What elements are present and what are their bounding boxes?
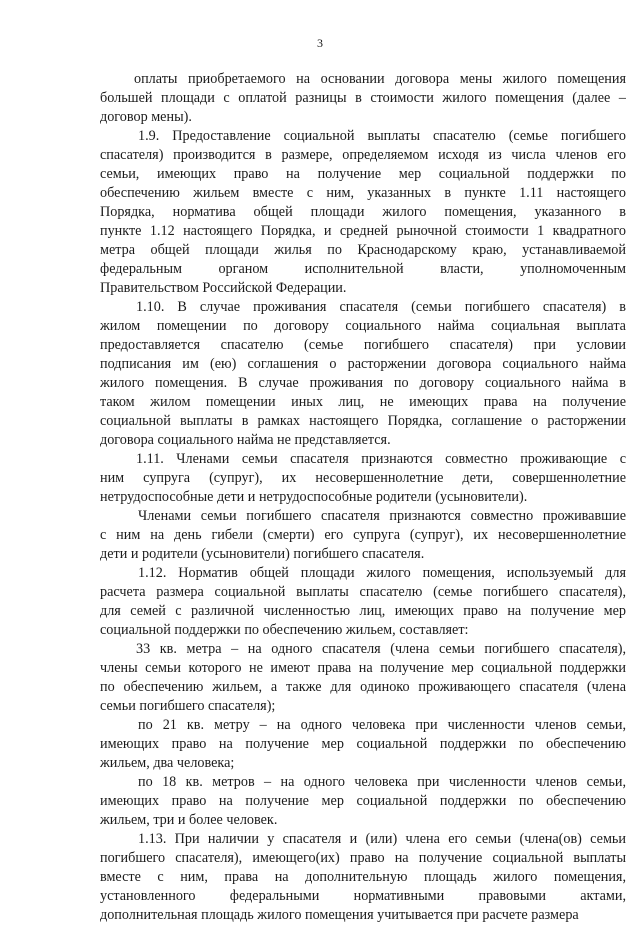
text-line: социальной выплаты в рамках настоящего Порядка, соглашение о расторжении — [100, 413, 626, 429]
text-line: таком жилом помещении иных лиц, не имеющих права на получение — [100, 394, 626, 410]
paragraph — [100, 564, 626, 640]
text-line: имеющих право на получение мер социальной поддержки по обеспечению — [100, 793, 626, 809]
text-line: жилом помещении по договору социального найма социальная выплата — [100, 318, 626, 334]
paragraph — [100, 450, 626, 507]
text-line: жильем, три и более человек. — [100, 812, 278, 828]
paragraph — [100, 830, 626, 925]
text-line: 33 кв. метра – на одного спасателя (члена семьи погибшего спасателя), — [136, 641, 626, 657]
text-line: семьи погибшего спасателя); — [100, 698, 276, 714]
text-line: с ним на день гибели (смерти) его супруга (супруг), их несовершеннолетние — [100, 527, 626, 543]
paragraph — [100, 70, 626, 127]
text-line: договора социального найма не представляется. — [100, 432, 391, 448]
paragraph — [100, 716, 626, 773]
text-line: 1.10. В случае проживания спасателя (семьи погибшего спасателя) в — [136, 299, 626, 315]
text-line: члены семьи которого не имеют права на получение мер социальной поддержки — [100, 660, 626, 676]
text-line: 1.11. Членами семьи спасателя признаются совместно проживающие с — [136, 451, 626, 467]
text-line: предоставляется спасателю (семье погибшего спасателя) при условии — [100, 337, 626, 353]
text-line: по обеспечению жильем, а также для одиноко проживающего спасателя (члена — [100, 679, 626, 695]
text-line: обеспечению жильем вместе с ним, указанных в пункте 1.11 настоящего — [100, 185, 626, 201]
text-line: дети и родители (усыновители) погибшего спасателя. — [100, 546, 425, 562]
text-line: 1.13. При наличии у спасателя и (или) члена его семьи (члена(ов) семьи — [138, 831, 626, 847]
paragraph — [100, 127, 626, 298]
text-line: Порядка, норматива общей площади жилого помещения, указанного в — [100, 204, 626, 220]
paragraph — [100, 298, 626, 450]
text-line: имеющих право на получение мер социальной поддержки по обеспечению — [100, 736, 626, 752]
paragraph — [100, 507, 626, 564]
text-line: жильем, два человека; — [100, 755, 235, 771]
text-line: спасателя) производится в размере, определяемом исходя из числа членов его — [100, 147, 626, 163]
text-line: по 21 кв. метру – на одного человека при численности членов семьи, — [138, 717, 626, 733]
text-line: дополнительная площадь жилого помещения учитывается при расчете размера — [100, 907, 579, 923]
text-line: федеральным органом исполнительной власти, уполномоченным — [100, 261, 626, 277]
text-line: нетрудоспособные дети и нетрудоспособные родители (усыновители). — [100, 489, 528, 505]
text-line: Членами семьи погибшего спасателя признаются совместно проживавшие — [138, 508, 626, 524]
page-number: 3 — [317, 36, 323, 50]
text-line: по 18 кв. метров – на одного человека при численности членов семьи, — [138, 774, 626, 790]
text-line: договор мены). — [100, 109, 192, 125]
document-body — [100, 70, 626, 925]
text-line: метра общей площади жилья по Краснодарскому краю, устанавливаемой — [100, 242, 626, 258]
text-line: вместе с ним, права на дополнительную площадь жилого помещения, — [100, 869, 626, 885]
paragraph — [100, 773, 626, 830]
text-line: подписания им (ею) соглашения о расторжении договора социального найма — [100, 356, 626, 372]
text-line: расчета размера социальной выплаты спасателю (семье погибшего спасателя), — [100, 584, 626, 600]
text-line: 1.12. Норматив общей площади жилого помещения, используемый для — [138, 565, 626, 581]
text-line: ним супруга (супруг), их несовершеннолетние дети, совершеннолетние — [100, 470, 626, 486]
text-line: семьи, имеющих право на получение мер социальной поддержки по — [100, 166, 626, 182]
text-line: социальной поддержки по обеспечению жильем, составляет: — [100, 622, 469, 638]
text-line: пункте 1.12 настоящего Порядка, и средней рыночной стоимости 1 квадратного — [100, 223, 626, 239]
text-line: Правительством Российской Федерации. — [100, 280, 347, 296]
text-line: большей площади с оплатой разницы в стоимости жилого помещения (далее – — [100, 90, 626, 106]
text-line: 1.9. Предоставление социальной выплаты спасателю (семье погибшего — [138, 128, 626, 144]
text-line: жилого помещения. В случае проживания по договору социального найма в — [100, 375, 626, 391]
text-line: для семей с различной численностью лиц, имеющих право на получение мер — [100, 603, 626, 619]
text-line: погибшего спасателя), имеющего(их) право на получение социальной выплаты — [100, 850, 626, 866]
text-line: установленного федеральными нормативными правовыми актами, — [100, 888, 626, 904]
paragraph — [100, 640, 626, 716]
text-line: оплаты приобретаемого на основании договора мены жилого помещения — [134, 71, 626, 87]
